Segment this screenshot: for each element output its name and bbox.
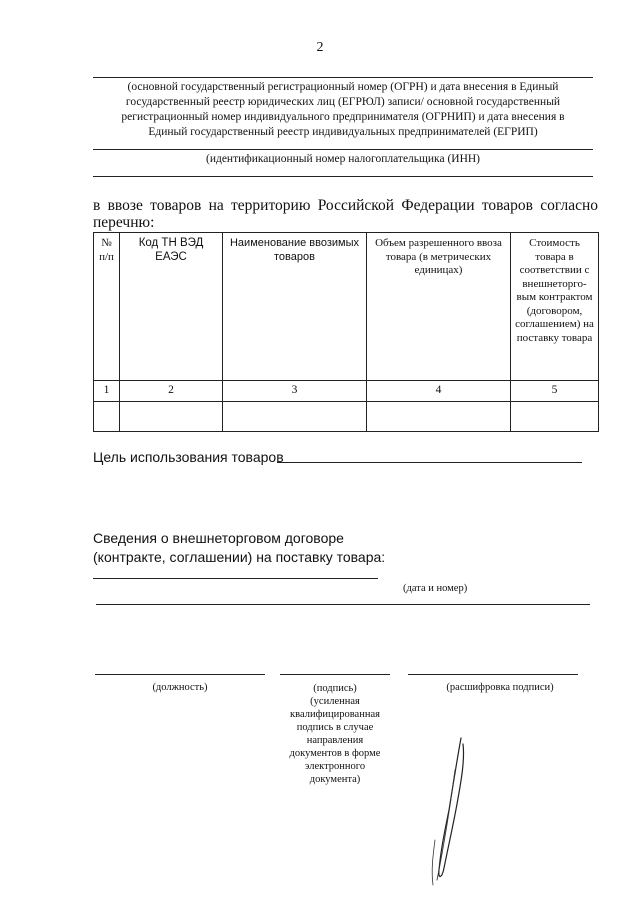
header-cell-volume: Объем разрешенного ввоза товара (в метрических единицах) [367,233,511,381]
column-number-5: 5 [511,381,599,402]
decode-caption: (расшифровка подписи) [446,682,554,693]
contract-line-2 [96,604,590,605]
signature-caption-line: документа) [309,774,361,785]
inn-caption: (идентификационный номер налогоплательщика (ИНН) [205,153,481,165]
column-number-3: 3 [223,381,367,402]
empty-cell [511,402,599,432]
intro-line-1: в ввозе товаров на территорию Российской Федерации товаров согласно [93,197,598,214]
column-number-4: 4 [367,381,511,402]
handwritten-signature [415,730,485,890]
ogrn-caption: (основной государственный регистрационный номер (ОГРН) и дата внесения в Единый государственный реестр юридических лиц (ЕГРЮЛ) записи/ основной государственный регистрационный номер индивидуального предпринимателя (ОГРНИП) и дата внесения в Единый государственный реестр индивидуальных предпринимателей (ЕГРИП) [121,81,565,138]
decode-line [408,674,578,675]
empty-cell [367,402,511,432]
inn-line-bottom [93,176,593,177]
contract-title-line-2: (контракте, соглашении) на поставку товара: [93,549,386,565]
signature-caption-line: квалифицированная [290,709,380,720]
table-row [94,402,599,432]
inn-line-top [93,149,593,150]
contract-line [93,578,378,579]
empty-cell [223,402,367,432]
table-header-row [94,233,599,381]
empty-cell [120,402,223,432]
signature-caption [270,682,400,786]
signature-caption-line: (усиленная [310,696,360,707]
table-row [94,381,599,402]
signature-caption-line: направления [306,735,364,746]
header-cell-number: № п/п [94,233,120,381]
signature-caption-line: подпись в случае [296,722,374,733]
header-cell-cost: Стоимость товара в соответствии с внешнеторго-вым контрактом (договором, соглашением) на поставку товара [511,233,599,381]
column-number-2: 2 [120,381,223,402]
signature-caption-line: (подпись) [313,683,357,694]
purpose-label: Цель использования товаров [93,449,284,465]
contract-title-line-1: Сведения о внешнеторговом договоре [93,530,344,546]
signature-caption-line: электронного [304,761,366,772]
purpose-line [277,462,582,463]
signature-caption-line: документов в форме [289,748,381,759]
position-caption: (должность) [152,682,208,693]
ogrn-line [93,77,593,78]
signature-line [280,674,390,675]
position-line [95,674,265,675]
empty-cell [94,402,120,432]
intro-line-2: перечню: [93,214,155,231]
date-number-caption: (дата и номер) [403,583,468,594]
goods-table [93,232,599,432]
column-number-1: 1 [94,381,120,402]
page-number: 2 [316,40,324,55]
header-cell-name: Наименование ввозимых товаров [223,233,367,381]
header-cell-code: Код ТН ВЭД ЕАЭС [120,233,223,381]
